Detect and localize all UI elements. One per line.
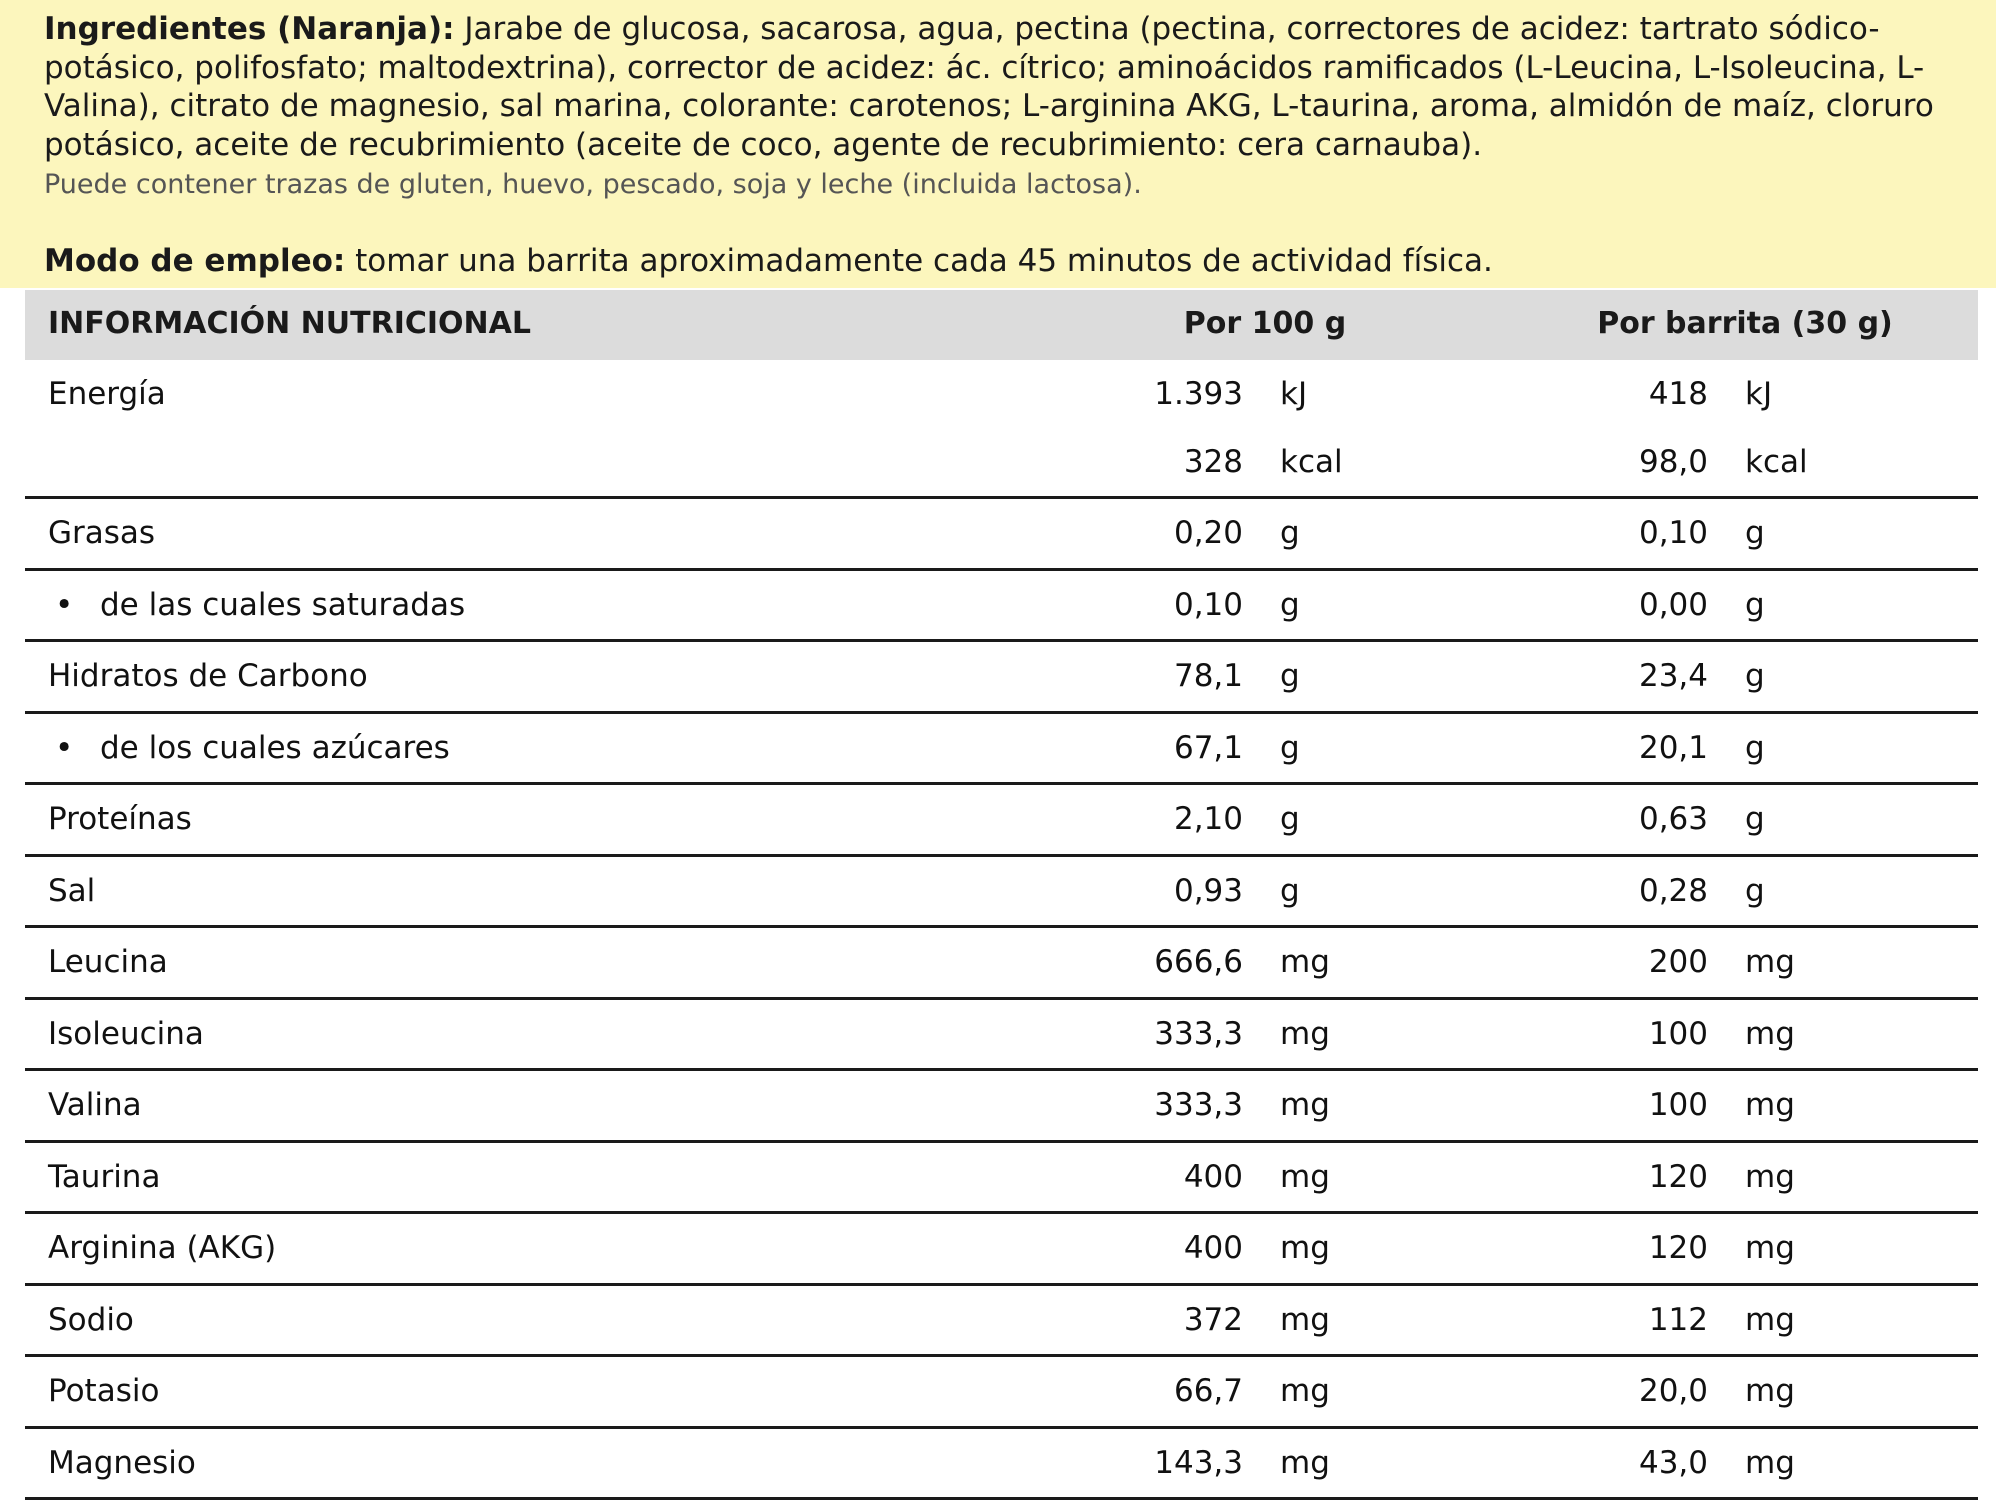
nutrition-row xyxy=(25,714,1978,786)
value-per-100g: 78,1 xyxy=(1025,658,1243,694)
row-label: Grasas xyxy=(48,515,155,551)
nutrition-row xyxy=(25,499,1978,571)
energy-kcal-unit-bar: kcal xyxy=(1745,444,1808,480)
value-per-100g: 143,3 xyxy=(1025,1445,1243,1481)
unit-per-bar: g xyxy=(1745,587,1765,623)
nutrition-row xyxy=(25,1429,1978,1500)
value-per-bar: 100 xyxy=(1490,1016,1708,1052)
unit-per-100g: g xyxy=(1280,873,1300,909)
ingredients-title: Ingredientes (Naranja): xyxy=(44,11,455,47)
unit-per-bar: g xyxy=(1745,730,1765,766)
value-per-bar: 112 xyxy=(1490,1302,1708,1338)
unit-per-100g: mg xyxy=(1280,1445,1330,1481)
unit-per-bar: g xyxy=(1745,873,1765,909)
row-label: Isoleucina xyxy=(48,1016,204,1052)
row-label: Potasio xyxy=(48,1373,159,1409)
row-label: Energía xyxy=(48,376,166,412)
value-per-100g: 372 xyxy=(1025,1302,1243,1338)
unit-per-bar: mg xyxy=(1745,1087,1795,1123)
bullet-icon: • xyxy=(55,587,73,623)
energy-kcal-unit: kcal xyxy=(1280,444,1343,480)
nutrition-row xyxy=(25,928,1978,1000)
value-per-100g: 66,7 xyxy=(1025,1373,1243,1409)
unit-per-100g: g xyxy=(1280,515,1300,551)
row-label: Leucina xyxy=(48,944,168,980)
row-label: Valina xyxy=(48,1087,142,1123)
unit-per-100g: mg xyxy=(1280,1159,1330,1195)
unit-per-100g: g xyxy=(1280,658,1300,694)
value-per-bar: 120 xyxy=(1490,1230,1708,1266)
value-per-bar: 0,63 xyxy=(1490,801,1708,837)
unit-per-bar: mg xyxy=(1745,1373,1795,1409)
nutrition-row xyxy=(25,1071,1978,1143)
header-per-bar: Por barrita (30 g) xyxy=(1565,306,1925,341)
value-per-bar: 0,28 xyxy=(1490,873,1708,909)
nutrition-table xyxy=(25,290,1978,1500)
unit-per-bar: g xyxy=(1745,658,1765,694)
nutrition-row xyxy=(25,857,1978,929)
row-label: Magnesio xyxy=(48,1445,196,1481)
bullet-icon: • xyxy=(55,730,73,766)
ingredients-paragraph xyxy=(44,10,1974,164)
nutrition-row xyxy=(25,1143,1978,1215)
row-label: Taurina xyxy=(48,1159,160,1195)
unit-per-100g: mg xyxy=(1280,1302,1330,1338)
unit-per-100g: mg xyxy=(1280,1230,1330,1266)
header-label: INFORMACIÓN NUTRICIONAL xyxy=(48,306,531,341)
energy-kcal-per-100g: 328 xyxy=(1025,444,1243,480)
unit-per-100g: mg xyxy=(1280,1373,1330,1409)
energy-kj-unit: kJ xyxy=(1280,376,1307,412)
header-per-100g: Por 100 g xyxy=(1175,306,1355,341)
value-per-100g: 666,6 xyxy=(1025,944,1243,980)
unit-per-100g: mg xyxy=(1280,1016,1330,1052)
value-per-100g: 67,1 xyxy=(1025,730,1243,766)
energy-kj-unit-bar: kJ xyxy=(1745,376,1772,412)
value-per-bar: 20,0 xyxy=(1490,1373,1708,1409)
nutrition-row xyxy=(25,1000,1978,1072)
unit-per-100g: g xyxy=(1280,587,1300,623)
nutrition-table-header xyxy=(25,290,1978,360)
nutrition-row xyxy=(25,1357,1978,1429)
row-label: de los cuales azúcares xyxy=(100,730,450,766)
row-label: Hidratos de Carbono xyxy=(48,658,368,694)
value-per-bar: 23,4 xyxy=(1490,658,1708,694)
value-per-bar: 120 xyxy=(1490,1159,1708,1195)
value-per-bar: 200 xyxy=(1490,944,1708,980)
unit-per-bar: mg xyxy=(1745,1445,1795,1481)
usage-text: tomar una barrita aproximadamente cada 45 minutos de actividad física. xyxy=(345,243,1493,279)
unit-per-100g: g xyxy=(1280,730,1300,766)
value-per-bar: 43,0 xyxy=(1490,1445,1708,1481)
value-per-bar: 0,00 xyxy=(1490,587,1708,623)
nutrition-row xyxy=(25,642,1978,714)
usage-title: Modo de empleo: xyxy=(44,243,345,279)
row-label: Proteínas xyxy=(48,801,192,837)
value-per-100g: 0,10 xyxy=(1025,587,1243,623)
allergen-traces: Puede contener trazas de gluten, huevo, pescado, soja y leche (incluida lactosa). xyxy=(44,167,1142,203)
value-per-bar: 100 xyxy=(1490,1087,1708,1123)
usage-paragraph xyxy=(44,241,1493,281)
value-per-100g: 2,10 xyxy=(1025,801,1243,837)
ingredients-box xyxy=(0,0,1996,288)
nutrition-row xyxy=(25,571,1978,643)
unit-per-bar: g xyxy=(1745,801,1765,837)
unit-per-100g: mg xyxy=(1280,944,1330,980)
energy-kcal-per-bar: 98,0 xyxy=(1490,444,1708,480)
unit-per-100g: g xyxy=(1280,801,1300,837)
unit-per-bar: mg xyxy=(1745,944,1795,980)
row-label: Sal xyxy=(48,873,95,909)
value-per-100g: 0,20 xyxy=(1025,515,1243,551)
unit-per-bar: mg xyxy=(1745,1302,1795,1338)
nutrition-row xyxy=(25,1214,1978,1286)
energy-kj-per-bar: 418 xyxy=(1490,376,1708,412)
value-per-100g: 0,93 xyxy=(1025,873,1243,909)
unit-per-bar: mg xyxy=(1745,1159,1795,1195)
ingredients-text: Jarabe de glucosa, sacarosa, agua, pectina (pectina, correctores de acidez: tartrato sódico-potásico, polifosfato; maltodextrina), corrector de acidez: ác. cítrico; aminoácidos ramificados (L-Leucina, L-Isoleucina, L-Valina), citrato de magnesio, sal marina, colorante: carotenos; L-arginina AKG, L-taurina, aroma, almidón de maíz, cloruro potásico, aceite de recubrimiento (aceite de coco, agente de recubrimiento: cera carnauba). xyxy=(44,11,1934,163)
unit-per-bar: g xyxy=(1745,515,1765,551)
energy-kj-per-100g: 1.393 xyxy=(1025,376,1243,412)
value-per-100g: 333,3 xyxy=(1025,1016,1243,1052)
unit-per-bar: mg xyxy=(1745,1230,1795,1266)
unit-per-100g: mg xyxy=(1280,1087,1330,1123)
nutrition-row-energy xyxy=(25,360,1978,499)
value-per-100g: 400 xyxy=(1025,1159,1243,1195)
value-per-100g: 400 xyxy=(1025,1230,1243,1266)
nutrition-row xyxy=(25,785,1978,857)
value-per-bar: 0,10 xyxy=(1490,515,1708,551)
row-label: Sodio xyxy=(48,1302,134,1338)
value-per-100g: 333,3 xyxy=(1025,1087,1243,1123)
value-per-bar: 20,1 xyxy=(1490,730,1708,766)
unit-per-bar: mg xyxy=(1745,1016,1795,1052)
row-label: Arginina (AKG) xyxy=(48,1230,276,1266)
row-label: de las cuales saturadas xyxy=(100,587,465,623)
nutrition-row xyxy=(25,1286,1978,1358)
